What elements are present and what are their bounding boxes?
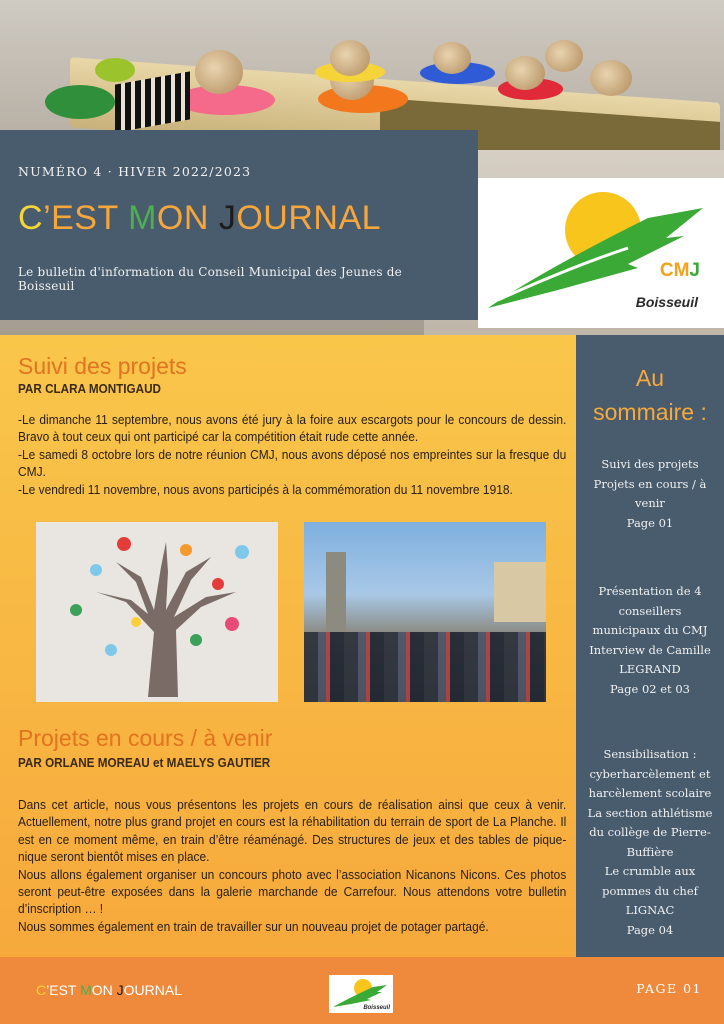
title-letter-j: J (218, 199, 237, 237)
title-letter-c: C (36, 982, 47, 998)
sommaire-line: pommes du chef (602, 883, 698, 898)
sommaire-page: Page 01 (626, 515, 674, 530)
sommaire-line: cyberharcèlement et (589, 766, 711, 781)
sommaire-line: La section athlétisme (587, 805, 713, 820)
green-pompom (45, 85, 115, 119)
sommaire-line: du collège de Pierre- (589, 825, 711, 839)
sommaire-line: Sensibilisation : (603, 747, 697, 761)
footer (0, 957, 724, 1024)
snail-shell (330, 40, 370, 76)
paragraph: -Le samedi 8 octobre lors de notre réunion CMJ, nous avons déposé nos empreintes sur la fresque du CMJ. (18, 446, 567, 480)
issue-label: NUMÉRO 4 · HIVER 2022/2023 (18, 164, 252, 179)
journal-title (18, 201, 460, 235)
title-part: ON (91, 982, 117, 998)
sommaire-line: LIGNAC (625, 903, 675, 917)
snail-shell (195, 50, 243, 94)
paragraph: Dans cet article, nous vous présentons les projets en cours de réalisation ainsi que ceux à venir. Actuellement, notre plus grand projet en cours est la réhabilitation du terrain de sport de La Planche. Il est en ce moment même, en train d’être réaménagé. Des structures de jeux et des tables de pique-nique seront bientôt mises en place. (18, 797, 567, 865)
section-title-projets: Projets en cours / à venir (18, 725, 273, 751)
paragraph: -Le vendredi 11 novembre, nous avons participés à la commémoration du 11 novembre 1918. (18, 481, 513, 497)
title-letter-j: J (116, 982, 124, 998)
crowd (304, 632, 546, 702)
sommaire-entry[interactable] (576, 455, 724, 533)
sommaire-line: Projets en cours / à (593, 476, 707, 491)
tree-fresco-graphic (36, 522, 278, 702)
title-letter-m: M (80, 982, 92, 998)
title-part: OURNAL (236, 199, 382, 237)
paragraph: Nous allons également organiser un concours photo avec l’association Nicanons Nicons. Ces photos seront peut-être exposées dans la galerie marchande de Carrefour. Nous attendons votre bulletin d’inscription … ! (18, 866, 567, 917)
title-part: ON (156, 199, 219, 237)
subtitle: Le bulletin d'information du Conseil Municipal des Jeunes de Boisseuil (18, 265, 402, 293)
sommaire-entry[interactable] (576, 582, 724, 699)
footer-logo (329, 975, 393, 1013)
cmj-letter-j: J (689, 260, 700, 281)
snail-shell (505, 56, 545, 90)
paragraph: Nous sommes également en train de travailler sur un nouveau projet de potager partagé. (18, 918, 489, 934)
sommaire-line: municipaux du CMJ (592, 623, 708, 637)
title-letter-c: C (18, 199, 44, 237)
page-number: PAGE 01 (636, 981, 702, 996)
sommaire-line: venir (635, 496, 665, 510)
sommaire-line: harcèlement scolaire (588, 786, 712, 800)
sommaire-line: Buffière (626, 844, 674, 859)
footer-journal-title (36, 982, 182, 998)
sommaire-entry[interactable] (576, 745, 724, 940)
cmj-wordmark (660, 260, 700, 282)
section-title-suivi: Suivi des projets (18, 353, 187, 379)
article-suivi (18, 411, 566, 498)
sommaire-page: Page 04 (626, 922, 674, 937)
byline-suivi: PAR CLARA MONTIGAUD (18, 381, 162, 396)
article-projets (18, 796, 566, 935)
snail-shell (590, 60, 632, 96)
sommaire-heading-line: sommaire : (593, 399, 707, 425)
title-part: ’EST (46, 982, 81, 998)
snail-shell (433, 42, 471, 74)
footer-logo-town: Boisseuil (363, 1005, 390, 1011)
byline-projets: PAR ORLANE MOREAU et MAELYS GAUTIER (18, 755, 271, 770)
sommaire-heading-line: Au (635, 365, 665, 391)
fresque-photo (36, 522, 278, 702)
title-part: OURNAL (123, 982, 183, 998)
logo-town: Boisseuil (635, 294, 698, 310)
commemoration-photo (304, 522, 546, 702)
title-part: ’EST (43, 199, 129, 237)
sommaire-heading (576, 361, 724, 429)
sommaire-line: Suivi des projets (601, 457, 699, 471)
paragraph: -Le dimanche 11 septembre, nous avons été jury à la foire aux escargots pour le concours de dessin. Bravo à tout ceux qui ont participé car la compétition était rude cette année. (18, 412, 567, 445)
monument (326, 552, 346, 642)
main-content (0, 335, 576, 957)
sommaire-line: Interview de Camille (589, 642, 711, 657)
sommaire-line: LEGRAND (619, 662, 681, 676)
cmj-logo (478, 178, 724, 328)
snail-shell (545, 40, 583, 72)
sommaire-page: Page 02 et 03 (610, 681, 690, 696)
green-pompom (95, 58, 135, 82)
building (494, 562, 546, 622)
title-box (0, 130, 478, 320)
title-letter-m: M (128, 199, 157, 237)
sommaire-line: Le crumble aux (604, 864, 696, 878)
cmj-letters: CM (659, 260, 690, 281)
sommaire-sidebar (576, 335, 724, 957)
sommaire-line: conseillers (618, 603, 682, 618)
sommaire-line: Présentation de 4 (598, 584, 702, 598)
